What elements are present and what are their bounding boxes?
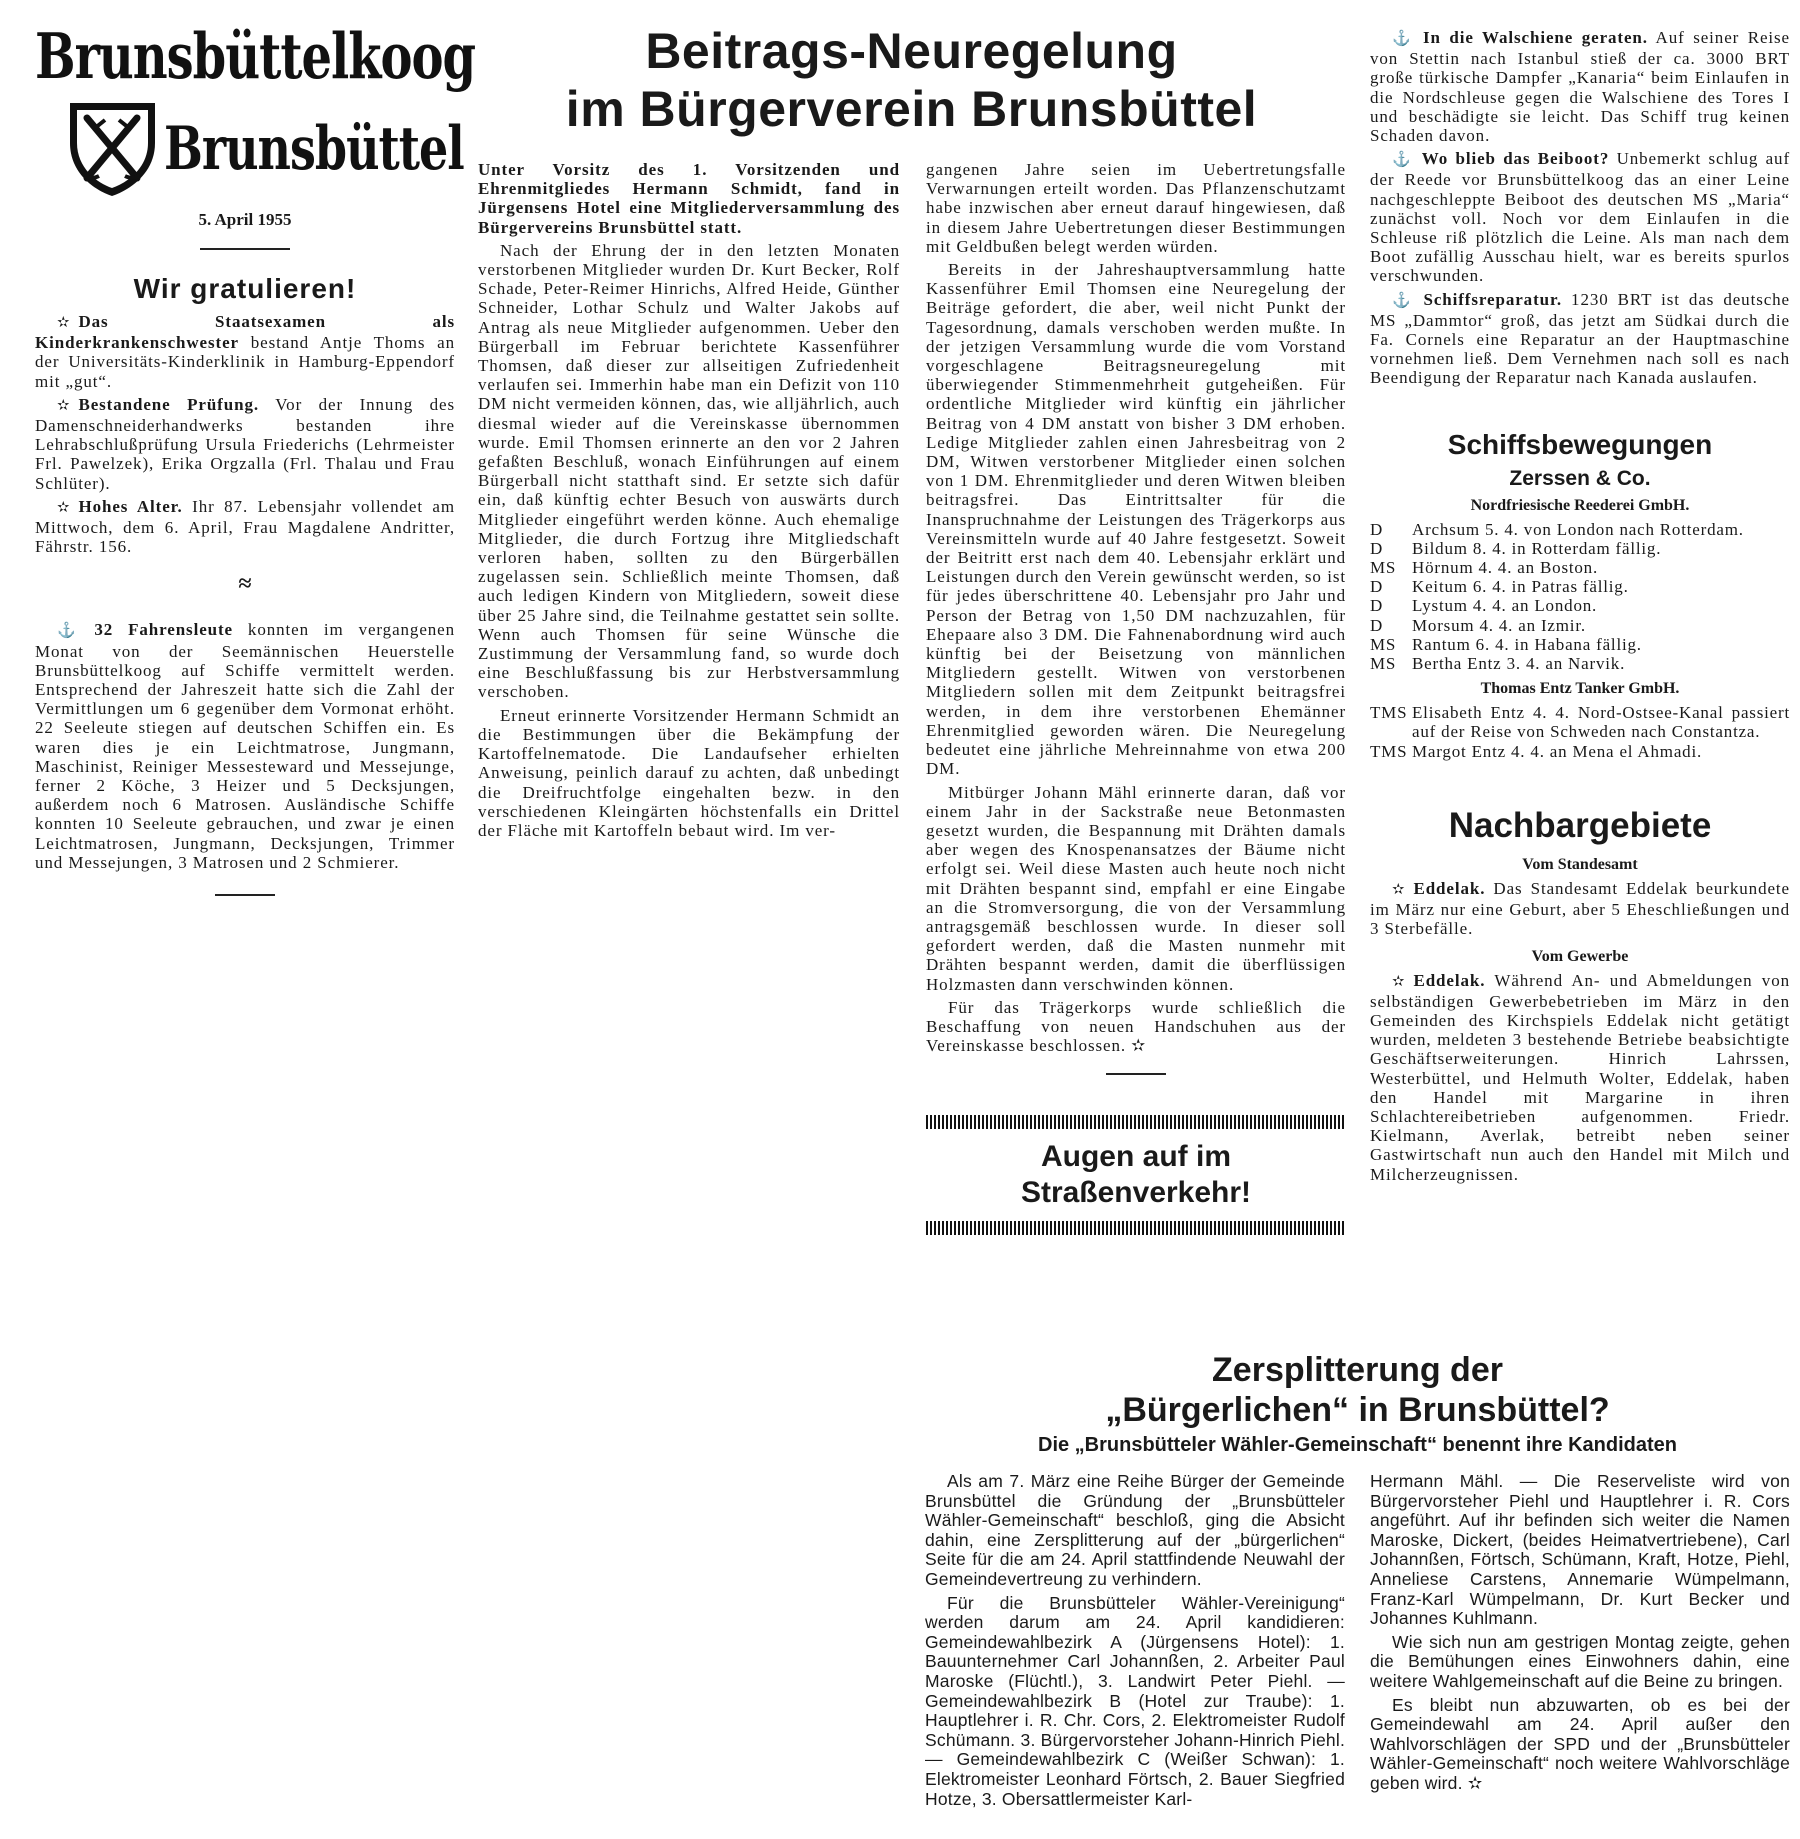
paragraph: Für die Brunsbütteler Wähler-Vereinigung“ werden darum am 24. April kandidieren: Gemeindewahlbezirk A (Jürgensens Hotel): 1. Bauunternehmer Carl Johannßen, 2. Arbeiter Paul Maroske (Flüchtl.), 3. Landwirt Peter Piehl. — Gemeindewahlbezirk B (Hotel zur Traube): 1. Hauptlehrer i. R. Chr. Cors, 2. Elektromeister Rudolf Schümann. 3. Bürgervorsteher Johann-Hinrich Piehl. — Gemeindewahlbezirk C (Weißer Schwan): 1. Elektromeister Leonhard Förtsch, 2. Bauer Siegfried Hotze, 3. Obersattlermeister Karl- [925,1592,1345,1809]
paragraph: Mitbürger Johann Mähl erinnerte daran, daß vor einem Jahr in der Sackstraße neue Betonmasten gesetzt wurden, die Bespannung mit Drähten damals aber wegen des Knospenansatzes der Bäume nicht erfolgt sei. Weil diese Masten auch heute noch nicht mit Drähten bespannt sind, empfahl er eine Eingabe an die Stromversorgung, die von der Versammlung antragsgemäß beschlossen wurde. In dieser soll gefordert werden, daß die Masten nunmehr mit Drähten bespannt werden, damit die überflüssigen Holzmasten dann verschwinden können. [926,782,1346,994]
paragraph: gangenen Jahre seien im Uebertretungsfalle Verwarnungen erteilt worden. Das Pflanzenschutzamt habe inzwischen aber erneut darauf hingewiesen, daß in diesem Jahre Uebertretungen dieser Bestimmungen mit Geldbußen belegt werden würden. [926,160,1346,256]
ship-entry [1370,577,1790,596]
item-title: Schiffsreparatur. [1423,289,1563,309]
paragraph: Nach der Ehrung der in den letzten Monaten verstorbenen Mitglieder wurden Dr. Kurt Becker, Rolf Schade, Peter-Reimer Hinrichs, Alfred Heide, Günther Schneider, Lothar Schulz und Walter Jakobs auf Antrag als neue Mitglieder aufgenommen. Ueber den Bürgerball im Februar berichtete Kassenführer Thomsen, daß dieser zur allseitigen Zufriedenheit verlaufen sei. Immerhin habe man ein Defizit von 110 DM nicht vermeiden können, das, wie alljährlich, auch diesmal wieder auf die Vereinskasse übernommen wurde. Emil Thomsen erinnerte an den vor 2 Jahren gefaßten Beschluß, wonach Einführungen auf einem Bürgerball nicht statthaft sind. Er setzte sich dafür ein, daß künftig echter Besuch von auswärts durch Mitglieder eingeführt werden könne. Auch ehemalige Mitglieder, die durch Fortzug ihre Mitgliedschaft verloren haben, sollten zu den Bürgerbällen zugelassen sein. Schließlich meinte Thomsen, daß auch ledigen Kindern von Mitgliedern, soweit diese über 25 Jahre sind, die Teilnahme gestattet sein sollte. Wenn auch Thomsen für seine Wünsche die Zustimmung der Versammlung fand, so wurde doch eine Beschlußfassung bis zur Herbstversammlung verschoben. [478,240,900,702]
ship-type: D [1370,519,1384,539]
star-icon: ✫ [57,315,71,331]
ship-status: Margot Entz 4. 4. an Mena el Ahmadi. [1412,741,1703,761]
item-title: Eddelak. [1413,878,1486,898]
issue-date: 5. April 1955 [198,210,292,229]
ship-entry [1370,703,1790,741]
banner-text: Augen auf im Straßenverkehr! [1020,1140,1252,1210]
bottom-headline [925,1350,1790,1458]
paragraph: Erneut erinnerte Vorsitzender Hermann Schmidt an die Bestimmungen über die Bekämpfung der Kartoffelnematode. Die Landaufseher erhielten Anweisung, peinlich darauf zu achten, daß unbedingt die Dreifruchtfolge eingehalten bezw. in den verschiedenen Kleingärten höchstenfalls ein Drittel der Fläche mit Kartoffeln bebaut wird. Im ver- [478,705,900,840]
coat-of-arms-icon [65,98,160,198]
masthead [35,20,476,198]
wave-divider: ≈ [238,571,252,598]
item-text: Das Standesamt Eddelak beurkundete im März nur eine Geburt, aber 5 Eheschließungen und 3 Sterbefälle. [1370,878,1790,939]
ship-entry [1370,558,1790,577]
star-icon: ✫ [57,499,71,516]
ship-type: MS [1370,634,1397,654]
paragraph-text: Es bleibt nun abzuwarten, ob es bei der Gemeindewahl am 24. April außer den Wahlvorschlägen der SPD und der „Brunsbütteler Wähler-Gemeinschaft“ noch weitere Wahlvorschläge geben wird. [1370,1694,1790,1793]
news-item [1370,290,1790,388]
item-text: Ihr 87. Lebensjahr vollendet am Mittwoch, dem 6. April, Frau Magdalene Andritter, Fährstr. 156. [35,496,455,557]
company-name: Thomas Entz Tanker GmbH. [1480,680,1680,698]
ship-type: D [1370,596,1384,616]
headline-line: im Bürgerverein Brunsbüttel [565,81,1258,137]
subheadline: Die „Brunsbütteler Wähler-Gemeinschaft“ benennt ihre Kandidaten [1038,1434,1677,1456]
news-item [35,620,455,872]
column-local-news [1370,28,1790,1188]
item-text: bestand Antje Thoms an der Universitäts-Kinderklinik in Hamburg-Eppendorf mit „gut“. [35,333,455,391]
ship-type: MS [1370,558,1397,578]
paragraph [1370,1696,1790,1794]
ship-type: D [1370,577,1384,597]
subsection-heading: Vom Gewerbe [1531,947,1629,965]
ship-status: Rantum 6. 4. in Habana fällig. [1412,634,1642,654]
star-icon: ✫ [57,397,71,414]
bottom-article-column-2 [1370,1472,1790,1798]
ship-status: Lystum 4. 4. an London. [1412,596,1598,616]
ship-entry [1370,616,1790,635]
ship-status: Archsum 5. 4. von London nach Rotterdam. [1412,519,1744,539]
news-item [35,312,455,391]
item-title: Das Staatsexamen als Kinderkrankenschwester [35,312,455,353]
news-item [35,497,455,557]
ship-icon: ⚓ [57,623,87,640]
paragraph: Hermann Mähl. — Die Reserveliste wird von Bürgervorsteher Piehl und Hauptlehrer i. R. Cors angeführt. Auf ihr befinden sich weiter die Namen Maroske, Dickert, (beides Heimatvertriebene), Carl Johannßen, Förtsch, Schümann, Kraft, Hotze, Piehl, Anneliese Carstens, Annemarie Wümpelmann, Franz-Karl Wümpelmann, Dr. Kurt Becker und Johannes Kuhlmann. [1370,1471,1790,1629]
ship-status: Keitum 6. 4. in Patras fällig. [1412,577,1629,597]
news-item [1370,149,1790,285]
item-title: Bestandene Prüfung. [78,394,259,414]
bottom-article [925,1350,1790,1813]
news-item [1370,28,1790,145]
ship-type: D [1370,615,1384,635]
ship-status: Morsum 4. 4. an Izmir. [1412,615,1586,635]
news-item [35,395,455,493]
paragraph: Bereits in der Jahreshauptversammlung hatte Kassenführer Emil Thomsen eine Neuregelung der Beiträge gefordert, die aber, weil nicht Punkt der Tagesordnung, damals verschoben werden mußte. In der jetzigen Versammlung wurde die vom Vorstand vorgeschlagene Beitragsneuregelung mit überwiegender Stimmenmehrheit gutgeheißen. Für ordentliche Mitglieder wird künftig ein jährlicher Beitrag von 4 DM anstatt von bisher 3 DM erhoben. Ledige Mitglieder zahlen einen Jahresbeitrag von 2 DM, Witwen verstorbener Mitglieder einen solchen von 1 DM. Ehrenmitglieder und deren Witwen bleiben beitragsfrei. Das Eintrittsalter für die Inanspruchnahme der Leistungen des Trägerkorps aus Vereinsmitteln wurde auf 40 Jahre festgesetzt. Soweit der Beitritt erst nach dem 40. Lebensjahr erklärt und Leistungen durch den Verein gewünscht werden, so ist für jedes überschrittene 40. Lebensjahr pro Jahr und Person der Betrag von 1,50 DM nachzuzahlen, für Ehepaare also 3 DM. Die Fahnenabordnung wird auch künftig bei der Beisetzung von männlichen Mitgliedern gestellt. Witwen von verstorbenen Mitgliedern sollen mit dem Zeitpunkt beitragsfrei werden, in dem ihre verstorbenen Ehemänner Ehrenmitglied geworden wären. Die Neuregelung bedeutet eine jährliche Mehreinnahme von etwa 200 DM. [926,260,1346,779]
item-text: Auf seiner Reise von Stettin nach Istanbul stieß der ca. 3000 BRT große türkische Dampfer „Kanaria“ beim Einlaufen in die Nordschleuse gegen die Walschiene des Tores I und beschädigte sie leicht. Das Schiff trug keinen Schaden davon. [1370,28,1790,146]
divider [1106,1073,1166,1075]
end-star-icon: ✫ [1131,1036,1147,1056]
article-lead: Unter Vorsitz des 1. Vorsitzenden und Ehrenmitgliedes Hermann Schmidt, fand in Jürgensens Hotel eine Mitgliederversammlung des Bürgervereins Brunsbüttel statt. [478,160,900,237]
headline-line: Beitrags-Neuregelung [645,23,1178,79]
company-name: Nordfriesische Reederei GmbH. [1470,496,1690,514]
ship-list [1370,703,1790,761]
ship-type: TMS [1370,741,1408,761]
ship-status: Elisabeth Entz 4. 4. Nord-Ostsee-Kanal passiert auf der Reise von Schweden nach Constantza. [1412,703,1790,742]
ship-status: Hörnum 4. 4. an Boston. [1412,558,1599,578]
logo-line2: Brunsbüttel [164,112,464,184]
news-item [1370,971,1790,1184]
section-heading: Schiffsbewegungen [1447,428,1713,460]
paragraph: Als am 7. März eine Reihe Bürger der Gemeinde Brunsbüttel die Gründung der „Brunsbütteler Wähler-Gemeinschaft“ beschloß, ging die Absicht dahin, eine Zersplitterung auf der „bürgerlichen“ Seite für die am 24. April stattfindende Neuwahl der Gemeindevertreung zu verhindern. [925,1471,1345,1589]
ship-type: D [1370,538,1384,558]
end-star-icon: ✫ [1467,1772,1483,1793]
ship-entry [1370,654,1790,673]
item-title: Hohes Alter. [78,496,183,516]
item-text: Vor der Innung des Damenschneiderhandwerks bestanden ihre Lehrabschlußprüfung Ursula Friederichs (Lehrmeister Frl. Pawelzek), Erika Orgzalla (Frl. Thalau und Frau Schlüter). [35,394,455,493]
ship-icon: ⚓ [1392,152,1414,169]
bottom-article-column-1 [925,1472,1345,1813]
ship-icon: ⚓ [1392,292,1416,309]
headline-line: „Bürgerlichen“ in Brunsbüttel? [1105,1391,1610,1429]
paragraph-text: Für das Trägerkorps wurde schließlich die Beschaffung von neuen Handschuhen aus der Vereinskasse beschlossen. [926,997,1346,1056]
divider [215,894,275,896]
ship-list [1370,520,1790,674]
section-heading: Wir gratulieren! [133,273,357,304]
left-column [35,20,476,896]
ship-entry [1370,596,1790,615]
ship-status: Bildum 8. 4. in Rotterdam fällig. [1412,538,1662,558]
agent-name: Zerssen & Co. [1509,466,1651,490]
item-title: Wo blieb das Beiboot? [1421,149,1610,169]
divider [200,248,290,250]
ship-icon: ⚓ [1392,31,1415,47]
logo-line1: Brunsbüttelkoog [35,20,476,94]
star-icon: ✫ [1392,881,1406,898]
item-text: Während An- und Abmeldungen von selbständigen Gewerbebetrieben im März in den Gemeinden des Kirchspiels Eddelak nicht getätigt wurden, meldeten 3 bestehende Betriebe beabsichtigte Geschäftserweiterungen. Hinrich Lahrssen, Westerbüttel, und Helmuth Wolter, Eddelak, haben den Handel mit Margarine in ihren Schlachtereibetrieben aufgenommen. Friedr. Kielmann, Averlak, betreibt neben seiner Gastwirtschaft nun auch den Handel mit Milch und Milcherzeugnissen. [1370,970,1790,1184]
bottom-article-columns [925,1472,1790,1813]
section-heading: Nachbargebiete [1448,805,1712,845]
news-item [1370,879,1790,939]
column-congratulations [35,272,455,896]
logo-line1-wrap [35,20,476,98]
ship-entry [1370,520,1790,539]
main-article-column-2 [926,160,1346,1075]
banner-stripe [926,1115,1346,1129]
ship-entry [1370,635,1790,654]
logo-line2-wrap [35,98,464,198]
item-text: 1230 BRT ist das deutsche MS „Dammtor“ groß, das jetzt am Südkai durch die Fa. Cornels eine Reparatur an der Hauptmaschine vornehmen ließ. Dem Vernehmen nach soll es nach Beendigung der Reparatur nach Kanada auslaufen. [1370,289,1791,388]
paragraph: Wie sich nun am gestrigen Montag zeigte, gehen die Bemühungen eines Einwohners dahin, eine weitere Wahlgemeinschaft auf die Beine zu bringen. [1370,1631,1790,1691]
main-headline [478,22,1345,138]
subsection-heading: Vom Standesamt [1522,855,1638,873]
main-article-column-1 [478,160,900,844]
star-icon: ✫ [1392,973,1406,990]
banner-stripe [926,1221,1346,1235]
main-article-column-2-wrap [926,160,1346,1235]
paragraph [926,998,1346,1056]
item-text: konnten im vergangenen Monat von der Seemännischen Heuerstelle Brunsbüttelkoog auf Schiffe vermittelt werden. Entsprechend der Jahreszeit hatte sich die Zahl der Vermittlungen um 6 gegenüber dem Vormonat erhöht. 22 Seeleute stiegen auf deutschen Schiffen ein. Es waren dies je ein Leichtmatrose, Jungmann, Maschinist, Reiniger Messesteward und Messejunge, ferner 2 Köche, 3 Heizer und 5 Decksjungen, außerdem noch 6 Matrosen. Ausländische Schiffe konnten 10 Seeleute gebrauchen, und zwar je einen Leichtmatrosen, Jungmann, Decksjungen, Trimmer und Messejungen, 3 Matrosen und 2 Schmierer. [35,620,456,872]
ship-type: MS [1370,654,1397,674]
ship-status: Bertha Entz 3. 4. an Narvik. [1412,654,1626,674]
headline-line: Zersplitterung der [1212,1351,1503,1389]
item-title: Eddelak. [1413,970,1486,990]
ship-type: TMS [1370,703,1408,723]
item-text: Unbemerkt schlug auf der Reede vor Brunsbüttelkoog das an einer Leine nachgeschleppte Beiboot des deutschen MS „Maria“ zunächst voll. Noch vor dem Einlaufen in die Schleuse riß plötzlich die Leine. Als man nach dem Boot zufällig Ausschau hielt, war es bereits spurlos verschwunden. [1370,149,1791,286]
ship-entry [1370,539,1790,558]
ship-entry [1370,742,1790,761]
traffic-banner [926,1115,1346,1235]
item-title: In die Walschiene geraten. [1422,28,1648,47]
item-title: 32 Fahrensleute [94,620,234,640]
